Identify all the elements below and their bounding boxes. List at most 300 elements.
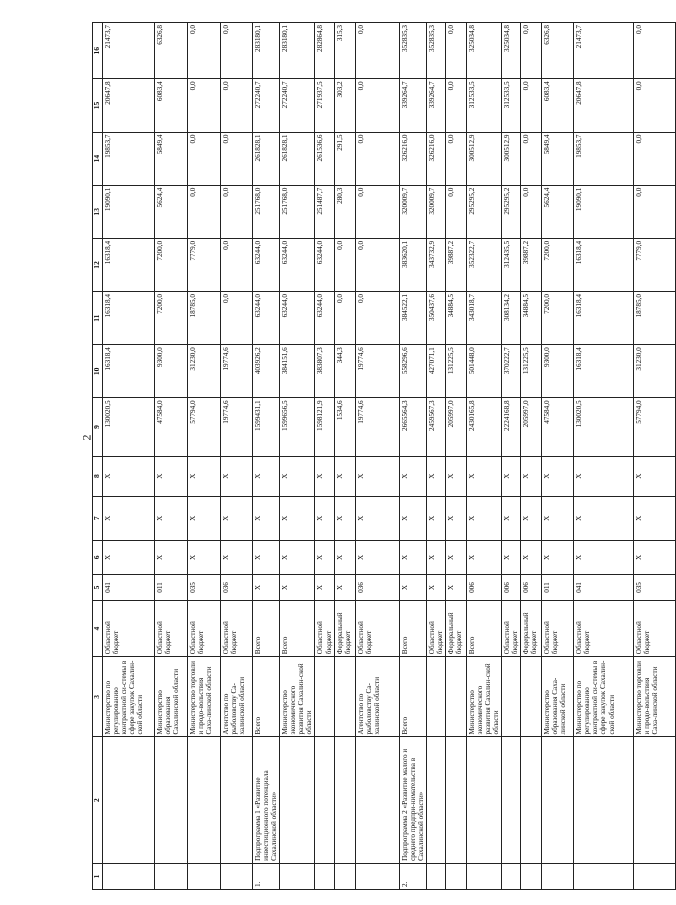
year-col-11-cell: 308134,2 xyxy=(502,292,521,345)
funding-source-cell: Федеральный бюджет xyxy=(521,601,542,657)
total-cell: 2430165,8 xyxy=(466,398,501,456)
year-col-12-cell: 0,0 xyxy=(221,238,253,291)
funding-source-cell: Областной бюджет xyxy=(188,601,221,657)
col-7-cell: Х xyxy=(355,496,399,540)
col-6-cell: Х xyxy=(103,540,155,574)
year-col-16-cell: 0,0 xyxy=(634,23,676,79)
year-col-16-cell: 21473,7 xyxy=(103,23,155,79)
funding-source-cell: Областной бюджет xyxy=(502,601,521,657)
year-col-15-cell: 339264,7 xyxy=(426,79,445,132)
col-7-cell: Х xyxy=(280,496,315,540)
col-8-cell: Х xyxy=(253,456,280,496)
col-8-cell: Х xyxy=(426,456,445,496)
year-col-10-cell: 31230,0 xyxy=(634,345,676,398)
year-col-15-cell: 272240,7 xyxy=(280,79,315,132)
executor-cell: Агентство по рыболовству Са-халинской области xyxy=(355,657,399,737)
code-cell: 036 xyxy=(221,574,253,600)
year-col-10-cell: 16318,4 xyxy=(103,345,155,398)
year-col-11-cell: 384522,1 xyxy=(399,292,426,345)
year-col-13-cell: 295295,2 xyxy=(502,185,521,238)
col-6-cell: Х xyxy=(334,540,355,574)
year-col-14-cell: 0,0 xyxy=(188,132,221,185)
year-col-10-cell: 383807,3 xyxy=(315,345,334,398)
executor-cell: Министерство торговли и продо-вольствия Саха-линской области xyxy=(188,657,221,737)
year-col-14-cell: 0,0 xyxy=(445,132,466,185)
year-col-11-cell: 63244,0 xyxy=(280,292,315,345)
total-cell: 57794,0 xyxy=(634,398,676,456)
year-col-12-cell: 63244,0 xyxy=(280,238,315,291)
year-col-13-cell: 5624,4 xyxy=(155,185,188,238)
year-col-12-cell: 0,0 xyxy=(334,238,355,291)
funding-source-cell: Областной бюджет xyxy=(221,601,253,657)
funding-source-cell: Областной бюджет xyxy=(355,601,399,657)
col-6-cell: Х xyxy=(542,540,574,574)
row-number-cell xyxy=(103,863,155,889)
year-col-13-cell: 251487,7 xyxy=(315,185,334,238)
year-col-12-cell: 63244,0 xyxy=(253,238,280,291)
year-col-14-cell: 0,0 xyxy=(355,132,399,185)
col-7-cell: Х xyxy=(634,496,676,540)
col-header: 15 xyxy=(93,79,103,132)
year-col-13-cell: 0,0 xyxy=(221,185,253,238)
year-col-11-cell: 7200,0 xyxy=(155,292,188,345)
row-number-cell xyxy=(542,863,574,889)
row-number-cell xyxy=(355,863,399,889)
year-col-16-cell: 352835,3 xyxy=(426,23,445,79)
table-row xyxy=(155,23,188,890)
col-6-cell: Х xyxy=(634,540,676,574)
year-col-13-cell: 320009,7 xyxy=(426,185,445,238)
year-col-16-cell: 0,0 xyxy=(221,23,253,79)
year-col-12-cell: 16318,4 xyxy=(574,238,634,291)
year-col-15-cell: 20647,8 xyxy=(574,79,634,132)
year-col-13-cell: 0,0 xyxy=(521,185,542,238)
col-6-cell: Х xyxy=(280,540,315,574)
table-row xyxy=(574,23,634,890)
program-name-cell: Подпрограмма 2 «Развитие малого и среднего предпри-нимательства в Сахалинской области» xyxy=(399,737,426,863)
year-col-15-cell: 20647,8 xyxy=(103,79,155,132)
col-8-cell: Х xyxy=(445,456,466,496)
total-cell: 1598121,9 xyxy=(315,398,334,456)
table-row xyxy=(445,23,466,890)
row-number-cell xyxy=(188,863,221,889)
executor-cell: Министерство экономического развития Сахалин-ской области xyxy=(466,657,501,737)
row-number-cell xyxy=(634,863,676,889)
program-name-cell xyxy=(334,737,355,863)
code-cell: 036 xyxy=(355,574,399,600)
table-row xyxy=(634,23,676,890)
year-col-15-cell: 271937,5 xyxy=(315,79,334,132)
executor-cell: Агентство по рыболовству Са-халинской области xyxy=(221,657,253,737)
year-col-16-cell: 6326,8 xyxy=(542,23,574,79)
col-8-cell: Х xyxy=(502,456,521,496)
col-header: 5 xyxy=(93,574,103,600)
year-col-13-cell: 280,3 xyxy=(334,185,355,238)
year-col-14-cell: 0,0 xyxy=(521,132,542,185)
col-7-cell: Х xyxy=(221,496,253,540)
col-8-cell: Х xyxy=(188,456,221,496)
year-col-10-cell: 9300,0 xyxy=(542,345,574,398)
year-col-10-cell: 131225,5 xyxy=(521,345,542,398)
col-8-cell: Х xyxy=(280,456,315,496)
table-row xyxy=(542,23,574,890)
year-col-12-cell: 0,0 xyxy=(355,238,399,291)
col-6-cell: Х xyxy=(253,540,280,574)
year-col-11-cell: 0,0 xyxy=(221,292,253,345)
col-8-cell: Х xyxy=(355,456,399,496)
year-col-10-cell: 31230,0 xyxy=(188,345,221,398)
col-6-cell: Х xyxy=(355,540,399,574)
col-8-cell: Х xyxy=(466,456,501,496)
year-col-13-cell: 251768,0 xyxy=(253,185,280,238)
year-col-10-cell: 131225,5 xyxy=(445,345,466,398)
code-cell: Х xyxy=(253,574,280,600)
total-cell: 205997,0 xyxy=(521,398,542,456)
column-number-row xyxy=(93,23,103,890)
table-row xyxy=(502,23,521,890)
table-body xyxy=(93,23,676,890)
program-name-cell: Подпрограмма 1 «Развитие инвестиционного потенциала Сахалинской области» xyxy=(253,737,280,863)
col-6-cell: Х xyxy=(426,540,445,574)
year-col-11-cell: 343018,7 xyxy=(466,292,501,345)
year-col-12-cell: 343732,9 xyxy=(426,238,445,291)
col-7-cell: Х xyxy=(426,496,445,540)
year-col-10-cell: 384151,6 xyxy=(280,345,315,398)
col-7-cell: Х xyxy=(315,496,334,540)
year-col-15-cell: 339264,7 xyxy=(399,79,426,132)
code-cell: 011 xyxy=(155,574,188,600)
year-col-16-cell: 0,0 xyxy=(355,23,399,79)
program-name-cell xyxy=(221,737,253,863)
executor-cell xyxy=(502,657,521,737)
year-col-14-cell: 261536,6 xyxy=(315,132,334,185)
year-col-10-cell: 19774,6 xyxy=(221,345,253,398)
funding-source-cell: Областной бюджет xyxy=(155,601,188,657)
col-7-cell: Х xyxy=(574,496,634,540)
col-8-cell: Х xyxy=(155,456,188,496)
year-col-13-cell: 320009,7 xyxy=(399,185,426,238)
code-cell: 006 xyxy=(502,574,521,600)
year-col-12-cell: 16318,4 xyxy=(103,238,155,291)
year-col-12-cell: 39887,2 xyxy=(521,238,542,291)
col-header: 11 xyxy=(93,292,103,345)
col-7-cell: Х xyxy=(155,496,188,540)
code-cell: Х xyxy=(280,574,315,600)
total-cell: 47584,0 xyxy=(155,398,188,456)
total-cell: 1599431,1 xyxy=(253,398,280,456)
year-col-11-cell: 18785,0 xyxy=(634,292,676,345)
program-name-cell xyxy=(155,737,188,863)
year-col-14-cell: 300512,9 xyxy=(502,132,521,185)
table-row xyxy=(315,23,334,890)
col-8-cell: Х xyxy=(334,456,355,496)
executor-cell: Министерство экономического развития Сахалин-ской области xyxy=(280,657,315,737)
table-row xyxy=(355,23,399,890)
year-col-15-cell: 303,2 xyxy=(334,79,355,132)
executor-cell: Министерство торговли и продо-вольствия Саха-линской области xyxy=(634,657,676,737)
col-6-cell: Х xyxy=(521,540,542,574)
funding-source-cell: Областной бюджет xyxy=(634,601,676,657)
year-col-13-cell: 0,0 xyxy=(634,185,676,238)
program-name-cell xyxy=(315,737,334,863)
total-cell: 205997,0 xyxy=(445,398,466,456)
year-col-11-cell: 18785,0 xyxy=(188,292,221,345)
funding-source-cell: Областной бюджет xyxy=(103,601,155,657)
year-col-14-cell: 19853,7 xyxy=(574,132,634,185)
year-col-11-cell: 0,0 xyxy=(334,292,355,345)
executor-cell xyxy=(521,657,542,737)
program-name-cell xyxy=(542,737,574,863)
col-header: 16 xyxy=(93,23,103,79)
col-7-cell: Х xyxy=(521,496,542,540)
row-number-cell xyxy=(155,863,188,889)
year-col-13-cell: 19090,1 xyxy=(103,185,155,238)
table-row xyxy=(466,23,501,890)
year-col-15-cell: 0,0 xyxy=(521,79,542,132)
year-col-16-cell: 6326,8 xyxy=(155,23,188,79)
year-col-10-cell: 403926,2 xyxy=(253,345,280,398)
row-number-cell xyxy=(426,863,445,889)
year-col-10-cell: 16318,4 xyxy=(574,345,634,398)
col-8-cell: Х xyxy=(521,456,542,496)
year-col-15-cell: 0,0 xyxy=(355,79,399,132)
col-8-cell: Х xyxy=(103,456,155,496)
table-rotation-wrapper xyxy=(92,22,660,890)
program-name-cell xyxy=(103,737,155,863)
code-cell: 006 xyxy=(521,574,542,600)
year-col-15-cell: 6083,4 xyxy=(542,79,574,132)
col-6-cell: Х xyxy=(445,540,466,574)
code-cell: 035 xyxy=(634,574,676,600)
col-header: 1 xyxy=(93,863,103,889)
funding-source-cell: Всего xyxy=(399,601,426,657)
year-col-10-cell: 501448,0 xyxy=(466,345,501,398)
year-col-10-cell: 344,3 xyxy=(334,345,355,398)
year-col-15-cell: 312533,5 xyxy=(466,79,501,132)
year-col-13-cell: 0,0 xyxy=(445,185,466,238)
total-cell: 19774,6 xyxy=(221,398,253,456)
code-cell: 041 xyxy=(103,574,155,600)
row-number-cell xyxy=(221,863,253,889)
year-col-12-cell: 63244,0 xyxy=(315,238,334,291)
year-col-13-cell: 19090,1 xyxy=(574,185,634,238)
funding-source-cell: Всего xyxy=(253,601,280,657)
year-col-15-cell: 0,0 xyxy=(445,79,466,132)
year-col-12-cell: 7779,0 xyxy=(634,238,676,291)
year-col-11-cell: 34884,5 xyxy=(445,292,466,345)
row-number-cell: 1. xyxy=(253,863,280,889)
col-8-cell: Х xyxy=(542,456,574,496)
funding-source-cell: Областной бюджет xyxy=(542,601,574,657)
year-col-11-cell: 7200,0 xyxy=(542,292,574,345)
funding-source-cell: Областной бюджет xyxy=(426,601,445,657)
col-6-cell: Х xyxy=(574,540,634,574)
total-cell: 2459567,3 xyxy=(426,398,445,456)
row-number-cell xyxy=(334,863,355,889)
year-col-16-cell: 0,0 xyxy=(521,23,542,79)
program-name-cell xyxy=(188,737,221,863)
total-cell: 2665564,3 xyxy=(399,398,426,456)
code-cell: Х xyxy=(426,574,445,600)
col-7-cell: Х xyxy=(466,496,501,540)
year-col-14-cell: 5849,4 xyxy=(155,132,188,185)
col-header: 4 xyxy=(93,601,103,657)
year-col-12-cell: 39887,2 xyxy=(445,238,466,291)
year-col-12-cell: 352322,7 xyxy=(466,238,501,291)
col-header: 9 xyxy=(93,398,103,456)
funding-source-cell: Областной бюджет xyxy=(315,601,334,657)
col-header: 13 xyxy=(93,185,103,238)
program-name-cell xyxy=(426,737,445,863)
year-col-12-cell: 7200,0 xyxy=(542,238,574,291)
col-7-cell: Х xyxy=(502,496,521,540)
col-8-cell: Х xyxy=(634,456,676,496)
year-col-14-cell: 261828,1 xyxy=(280,132,315,185)
executor-cell: Всего xyxy=(253,657,280,737)
col-6-cell: Х xyxy=(221,540,253,574)
total-cell: 1534,6 xyxy=(334,398,355,456)
year-col-10-cell: 370222,7 xyxy=(502,345,521,398)
executor-cell xyxy=(334,657,355,737)
row-number-cell xyxy=(315,863,334,889)
col-7-cell: Х xyxy=(399,496,426,540)
year-col-14-cell: 291,5 xyxy=(334,132,355,185)
row-number-cell xyxy=(521,863,542,889)
year-col-12-cell: 7200,0 xyxy=(155,238,188,291)
year-col-12-cell: 312435,5 xyxy=(502,238,521,291)
table-row xyxy=(103,23,155,890)
funding-source-cell: Всего xyxy=(466,601,501,657)
total-cell: 47584,0 xyxy=(542,398,574,456)
col-6-cell: Х xyxy=(155,540,188,574)
table-row xyxy=(521,23,542,890)
year-col-11-cell: 63244,0 xyxy=(315,292,334,345)
funding-source-cell: Всего xyxy=(280,601,315,657)
program-name-cell xyxy=(466,737,501,863)
year-col-15-cell: 0,0 xyxy=(188,79,221,132)
page-number: 2 xyxy=(79,434,94,441)
year-col-10-cell: 558296,6 xyxy=(399,345,426,398)
col-7-cell: Х xyxy=(334,496,355,540)
year-col-15-cell: 0,0 xyxy=(221,79,253,132)
col-7-cell: Х xyxy=(542,496,574,540)
col-8-cell: Х xyxy=(221,456,253,496)
year-col-15-cell: 272240,7 xyxy=(253,79,280,132)
col-header: 12 xyxy=(93,238,103,291)
year-col-16-cell: 352835,3 xyxy=(399,23,426,79)
program-name-cell xyxy=(634,737,676,863)
year-col-11-cell: 16318,4 xyxy=(574,292,634,345)
year-col-12-cell: 7779,0 xyxy=(188,238,221,291)
row-number-cell xyxy=(445,863,466,889)
year-col-13-cell: 295295,2 xyxy=(466,185,501,238)
col-7-cell: Х xyxy=(103,496,155,540)
total-cell: 19774,6 xyxy=(355,398,399,456)
year-col-16-cell: 21473,7 xyxy=(574,23,634,79)
year-col-16-cell: 282864,8 xyxy=(315,23,334,79)
year-col-14-cell: 0,0 xyxy=(634,132,676,185)
row-number-cell: 2. xyxy=(399,863,426,889)
col-6-cell: Х xyxy=(399,540,426,574)
budget-table xyxy=(92,22,676,890)
table-row xyxy=(253,23,280,890)
col-header: 14 xyxy=(93,132,103,185)
table-row xyxy=(334,23,355,890)
year-col-16-cell: 0,0 xyxy=(188,23,221,79)
program-name-cell xyxy=(445,737,466,863)
executor-cell: Министерство образования Сахалинской области xyxy=(155,657,188,737)
row-number-cell xyxy=(502,863,521,889)
code-cell: Х xyxy=(334,574,355,600)
year-col-16-cell: 283180,1 xyxy=(280,23,315,79)
code-cell: 006 xyxy=(466,574,501,600)
col-header: 7 xyxy=(93,496,103,540)
total-cell: 57794,0 xyxy=(188,398,221,456)
program-name-cell xyxy=(502,737,521,863)
program-name-cell xyxy=(355,737,399,863)
executor-cell xyxy=(315,657,334,737)
executor-cell: Всего xyxy=(399,657,426,737)
year-col-15-cell: 312533,5 xyxy=(502,79,521,132)
year-col-16-cell: 315,3 xyxy=(334,23,355,79)
year-col-16-cell: 0,0 xyxy=(445,23,466,79)
year-col-15-cell: 6083,4 xyxy=(155,79,188,132)
year-col-12-cell: 383620,1 xyxy=(399,238,426,291)
funding-source-cell: Областной бюджет xyxy=(574,601,634,657)
year-col-13-cell: 0,0 xyxy=(188,185,221,238)
col-header: 3 xyxy=(93,657,103,737)
col-8-cell: Х xyxy=(399,456,426,496)
row-number-cell xyxy=(466,863,501,889)
year-col-13-cell: 5624,4 xyxy=(542,185,574,238)
col-8-cell: Х xyxy=(315,456,334,496)
year-col-11-cell: 350437,6 xyxy=(426,292,445,345)
table-row xyxy=(221,23,253,890)
total-cell: 130020,5 xyxy=(103,398,155,456)
total-cell: 130020,5 xyxy=(574,398,634,456)
rotated-sheet xyxy=(92,22,660,890)
year-col-14-cell: 326216,0 xyxy=(399,132,426,185)
year-col-10-cell: 19774,6 xyxy=(355,345,399,398)
year-col-13-cell: 0,0 xyxy=(355,185,399,238)
code-cell: 041 xyxy=(574,574,634,600)
year-col-14-cell: 300512,9 xyxy=(466,132,501,185)
year-col-14-cell: 5849,4 xyxy=(542,132,574,185)
year-col-14-cell: 19853,7 xyxy=(103,132,155,185)
col-header: 8 xyxy=(93,456,103,496)
program-name-cell xyxy=(521,737,542,863)
col-7-cell: Х xyxy=(188,496,221,540)
col-7-cell: Х xyxy=(445,496,466,540)
funding-source-cell: Федеральный бюджет xyxy=(334,601,355,657)
year-col-16-cell: 325034,8 xyxy=(502,23,521,79)
col-7-cell: Х xyxy=(253,496,280,540)
year-col-10-cell: 427071,1 xyxy=(426,345,445,398)
year-col-11-cell: 0,0 xyxy=(355,292,399,345)
code-cell: Х xyxy=(315,574,334,600)
year-col-14-cell: 261828,1 xyxy=(253,132,280,185)
code-cell: 035 xyxy=(188,574,221,600)
col-6-cell: Х xyxy=(466,540,501,574)
col-header: 10 xyxy=(93,345,103,398)
table-row xyxy=(426,23,445,890)
table-row xyxy=(399,23,426,890)
year-col-14-cell: 326216,0 xyxy=(426,132,445,185)
year-col-16-cell: 283180,1 xyxy=(253,23,280,79)
executor-cell: Министерство по регулированию контрактной си-стемы в сфере закупок Сахалин-ской области xyxy=(574,657,634,737)
executor-cell xyxy=(426,657,445,737)
funding-source-cell: Федеральный бюджет xyxy=(445,601,466,657)
